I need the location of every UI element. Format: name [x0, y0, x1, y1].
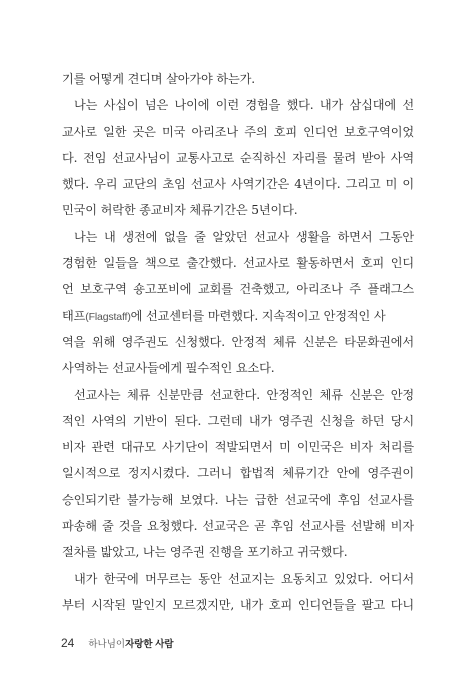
- latin-term: (Flagstaff): [85, 310, 131, 323]
- text-line: 사역하는 선교사들에게 필수적인 요소다.: [62, 361, 275, 376]
- text-line: 승인되기란 불가능해 보였다. 나는 급한 선교국에 후임 선교사를: [62, 492, 414, 507]
- text-line: 부터 시작된 말인지 모르겠지만, 내가 호피 인디언들을 팔고 다니: [62, 597, 414, 612]
- body-text: [62, 66, 414, 618]
- text-line: 내가 한국에 머무르는 동안 선교지는 요동치고 있었다. 어디서: [74, 571, 414, 586]
- text-line: 적인 사역의 기반이 된다. 그런데 내가 영주권 신청을 하던 당시: [62, 413, 414, 428]
- text-line: 비자 관련 대규모 사기단이 적발되면서 미 이민국은 비자 처리를: [62, 440, 414, 455]
- text-line: 나는 사십이 넘은 나이에 이런 경험을 했다. 내가 삼십대에 선: [74, 98, 414, 113]
- text-span: 태프: [62, 308, 86, 323]
- text-line: 다. 전임 선교사님이 교통사고로 순직하신 자리를 물려 받아 사역: [62, 150, 414, 165]
- text-line: 파송해 줄 것을 요청했다. 선교국은 곧 후임 선교사를 선발해 비자: [62, 519, 414, 534]
- text-line: [62, 303, 414, 329]
- page-number: 24: [61, 636, 75, 650]
- running-title: [88, 636, 173, 650]
- text-line: 언 보호구역 숑고포비에 교회를 건축했고, 아리조나 주 플래그스: [62, 282, 414, 297]
- text-line: 경험한 일들을 책으로 출간했다. 선교사로 활동하면서 호피 인디: [62, 256, 414, 271]
- text-line: 역을 위해 영주권도 신청했다. 안정적 체류 신분은 타문화권에서: [62, 334, 414, 349]
- running-title-main: 자랑한 사람: [125, 639, 174, 650]
- text-line: 민국이 허락한 종교비자 체류기간은 5년이다.: [62, 203, 298, 218]
- text-line: 기를 어떻게 견디며 살아가야 하는가.: [62, 72, 255, 86]
- text-line: 했다. 우리 교단의 초임 선교사 사역기간은 4년이다. 그리고 미 이: [62, 177, 414, 192]
- text-line: 나는 내 생전에 없을 줄 알았던 선교사 생활을 하면서 그동안: [74, 229, 414, 244]
- text-line: 교사로 일한 곳은 미국 아리조나 주의 호피 인디언 보호구역이었: [62, 124, 414, 139]
- running-title-prefix: 하나님이: [88, 639, 126, 650]
- text-line: 선교사는 체류 신분만큼 선교한다. 안정적인 체류 신분은 안정: [74, 387, 414, 402]
- page-footer: [61, 636, 174, 654]
- text-line: 일시적으로 정지시켰다. 그러니 합법적 체류기간 안에 영주권이: [62, 466, 414, 481]
- text-line: 절차를 밟았고, 나는 영주권 진행을 포기하고 귀국했다.: [62, 545, 348, 560]
- text-span: 에 선교센터를 마련했다. 지속적이고 안정적인 사: [130, 308, 386, 323]
